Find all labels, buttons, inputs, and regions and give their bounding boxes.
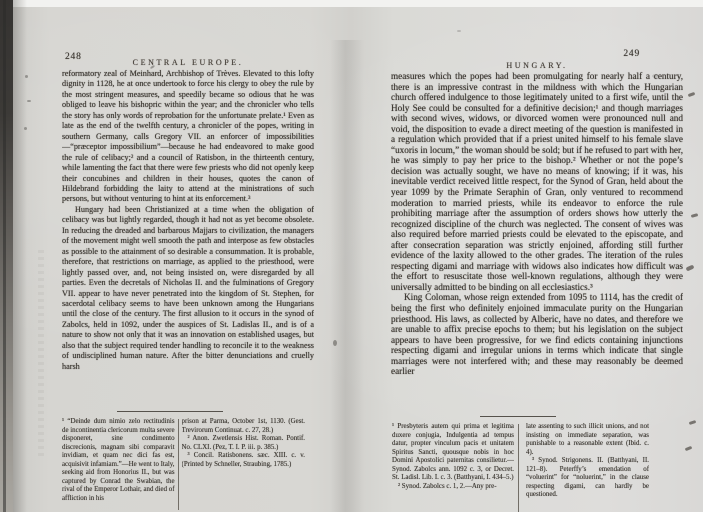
body-paragraph: Hungary had been Christianized at a time when the obligation of celibacy was but lightly regarded, though it had not as yet become obsolete. In reducing the dreaded and barbarous Majjars to civilization, the managers of the movement might well smooth the path and interpose as few obstacles as possible to the attainment of so desirable a consummation. It is probable, therefore, that restrictions on marriage, as applied to the priesthood, were lightly passed over, and, not being insisted on, were disregarded by all parties. Even the decretals of Nicholas II. and the fulminations of Gregory VII. appear to have never penetrated into the kingdom of St. Stephen, for sacerdotal celibacy seems to have been unknown among the Hungarians until the close of the century. The first allusion to it occurs in the synod of Zabolcs, held in 1092, under the auspices of St. Ladislas II., and is of a nature to show not only that it was an innovation on established usages, but also that the subject required tender handling to reconcile it to the weakness of undisciplined human nature. After the bitter denunciations and cruelly harsh (62, 204, 314, 371)
page-left (62, 52, 314, 510)
footnote-rule-right (480, 416, 556, 417)
scan-mark (689, 420, 697, 425)
scan-mark (685, 446, 693, 451)
running-title-right: HUNGARY. (506, 61, 568, 70)
footnote-column (62, 418, 175, 510)
page-right (391, 50, 683, 512)
footnote-column (392, 423, 514, 512)
footnote-column-divider (518, 424, 519, 512)
footnote-paragraph: ¹ “Deinde dum nimio zelo rectitudinis de incontinentia clericorum multa severe disponeret, sine condimento discrecionis, magnam sibi comparavit invidiam, et quam nec dici fas est, acquisivit infamiam.”—He went to Italy, seeking aid from Honorius II., but was captured by Conrad the Swabian, the rival of the Emperor Lothair, and died of affliction in his (62, 418, 175, 502)
page-number-right: 249 (623, 49, 640, 59)
scan-speck (24, 127, 27, 130)
scan-speck (457, 30, 461, 32)
footnote-paragraph: ¹ Presbyteris autem qui prima et legitima duxere conjugia, Indulgentia ad tempus datur, propter vinculum pacis et unitatem Spiritus Sancti, quousque nobis in hoc Domini Apostolici paternitas consilietur.—Synod. Zabolcs ann. 1092 c. 3, or Decret. St. Ladisl. Lib. I. c. 3. (Batthyani, I. 434–5.) (392, 423, 514, 482)
footnotes-right (392, 423, 652, 512)
scan-speck (25, 75, 28, 78)
scan-top-edge (0, 0, 703, 7)
footnote-column (526, 423, 649, 512)
page-number-left: 248 (65, 52, 82, 62)
body-text-right (391, 71, 683, 413)
scan-speck (333, 340, 337, 346)
binding-line (3, 0, 6, 512)
running-header-left (62, 52, 314, 70)
scan-mark (688, 92, 696, 97)
body-paragraph: King Coloman, whose reign extended from 1095 to 1114, has the credit of being the first who definitely enjoined immaculate purity on the Hungarian priesthood. His laws, as collected by Alberic, have no dates, and therefore we are unable to affix precise epochs to them; but his legislation on the subject appears to have been progressive, for we find edicts containing injunctions respecting digami and irregular unions in terms which indicate that single marriages were not interfered with; and these may reasonably be deemed earlier (391, 292, 683, 377)
footnote-column (182, 418, 305, 510)
body-paragraph: reformatory zeal of Meinhard, Archbishop of Trèves. Elevated to this lofty dignity in 1128, he at once undertook to force his clergy to obey the rule by the most stringent measures, and speedily became so odious that he was obliged to leave his bishopric within the year; and the chronicler who tells the story has only words of reprobation for the unfortunate prelate.¹ Even as late as the end of the twelfth century, a chronicler of the popes, writing in southern Germany, calls Gregory VII. an enforcer of impossibilities—“præceptor impossibilium”—because he had endeavored to make good the rule of celibacy;² and a council of Ratisbon, in the thirteenth century, while lamenting the fact that there were few priests who did not openly keep their concubines and children in their houses, quotes the canon of Hildebrand forbidding the laity to attend at the ministrations of such persons, but without venturing to hint at its enforcement.³ (62, 69, 314, 204)
scan-mark (691, 213, 699, 218)
scan-mark (686, 264, 695, 271)
binding-edge (0, 0, 13, 512)
footnote-paragraph: ² Anon. Zwetlensis Hist. Roman. Pontif. No. CLXI. (Pez, T. I. P. iii. p. 385.) (181, 435, 305, 451)
footnotes-left (62, 418, 305, 510)
footnote-paragraph: ² Synod. Zabolcs c. 1, 2.—Any pre- (398, 482, 497, 490)
footnote-paragraph: late assenting to such illicit unions, and not insisting on immediate separation, was punishable to a reasonable extent (Ibid. c. 4). (526, 423, 649, 456)
body-paragraph: measures which the popes had been promulgating for nearly half a century, there is an impressive contrast in the mildness with which the Hungarian church offered indulgence to those legitimately united to a first wife, until the Holy See could be consulted for a definitive decision;¹ and though marriages with second wives, widows, or divorced women were pronounced null and void, the disposition to evade a direct meeting of the question is manifested in a regulation which provided that if a priest united himself to his female slave “uxoris in locum,” the woman should be sold; but if he refused to part with her, he was simply to pay her price to the bishop.² Whether or not the pope’s decision was actually sought, we have no means of knowing; if it was, his inevitable verdict received little respect, for the Synod of Gran, held about the year 1099 by the Primate Seraphin of Gran, only ventured to recommend moderation to married priests, while its endeavor to enforce the rule prohibiting marriage after the assumption of orders shows how utterly the recognized discipline of the church was neglected. The consent of wives was also required before married priests could be elevated to the episcopate, and after consecration separation was strictly enjoined, affording still further evidence of the laxity allowed to the other grades. The iteration of the rules respecting digami and marriage with widows also indicates how difficult was the effort to resuscitate those well-known regulations, although they were universally admitted to be binding on all ecclesiastics.³ (391, 71, 683, 292)
body-text-left (62, 69, 314, 409)
page-showthrough (38, 250, 44, 460)
scan-speck (27, 100, 31, 102)
scan-speck (652, 74, 659, 78)
footnote-rule-left (117, 411, 223, 412)
footnote-paragraph: prison at Parma, October 1st, 1130. (Gest. Trevirorum Continuat. c. 27, 28.) (181, 418, 305, 434)
footnote-paragraph: ³ Concil. Ratisbonens. sæc. XIII. c. v. (Printed by Schneller, Straubing, 1785.) (181, 452, 305, 468)
footnote-paragraph: ³ Synod. Strigonens. II. (Batthyani, II. 121–8). Peterffy’s emendation of “voluerint” for “noluerint,” in the clause respecting digami, can hardly be questioned. (526, 457, 649, 499)
gutter-shadow (330, 40, 364, 512)
footnote-column-divider (178, 419, 179, 510)
running-title-left: CENTRAL EUROPE. (132, 58, 244, 67)
